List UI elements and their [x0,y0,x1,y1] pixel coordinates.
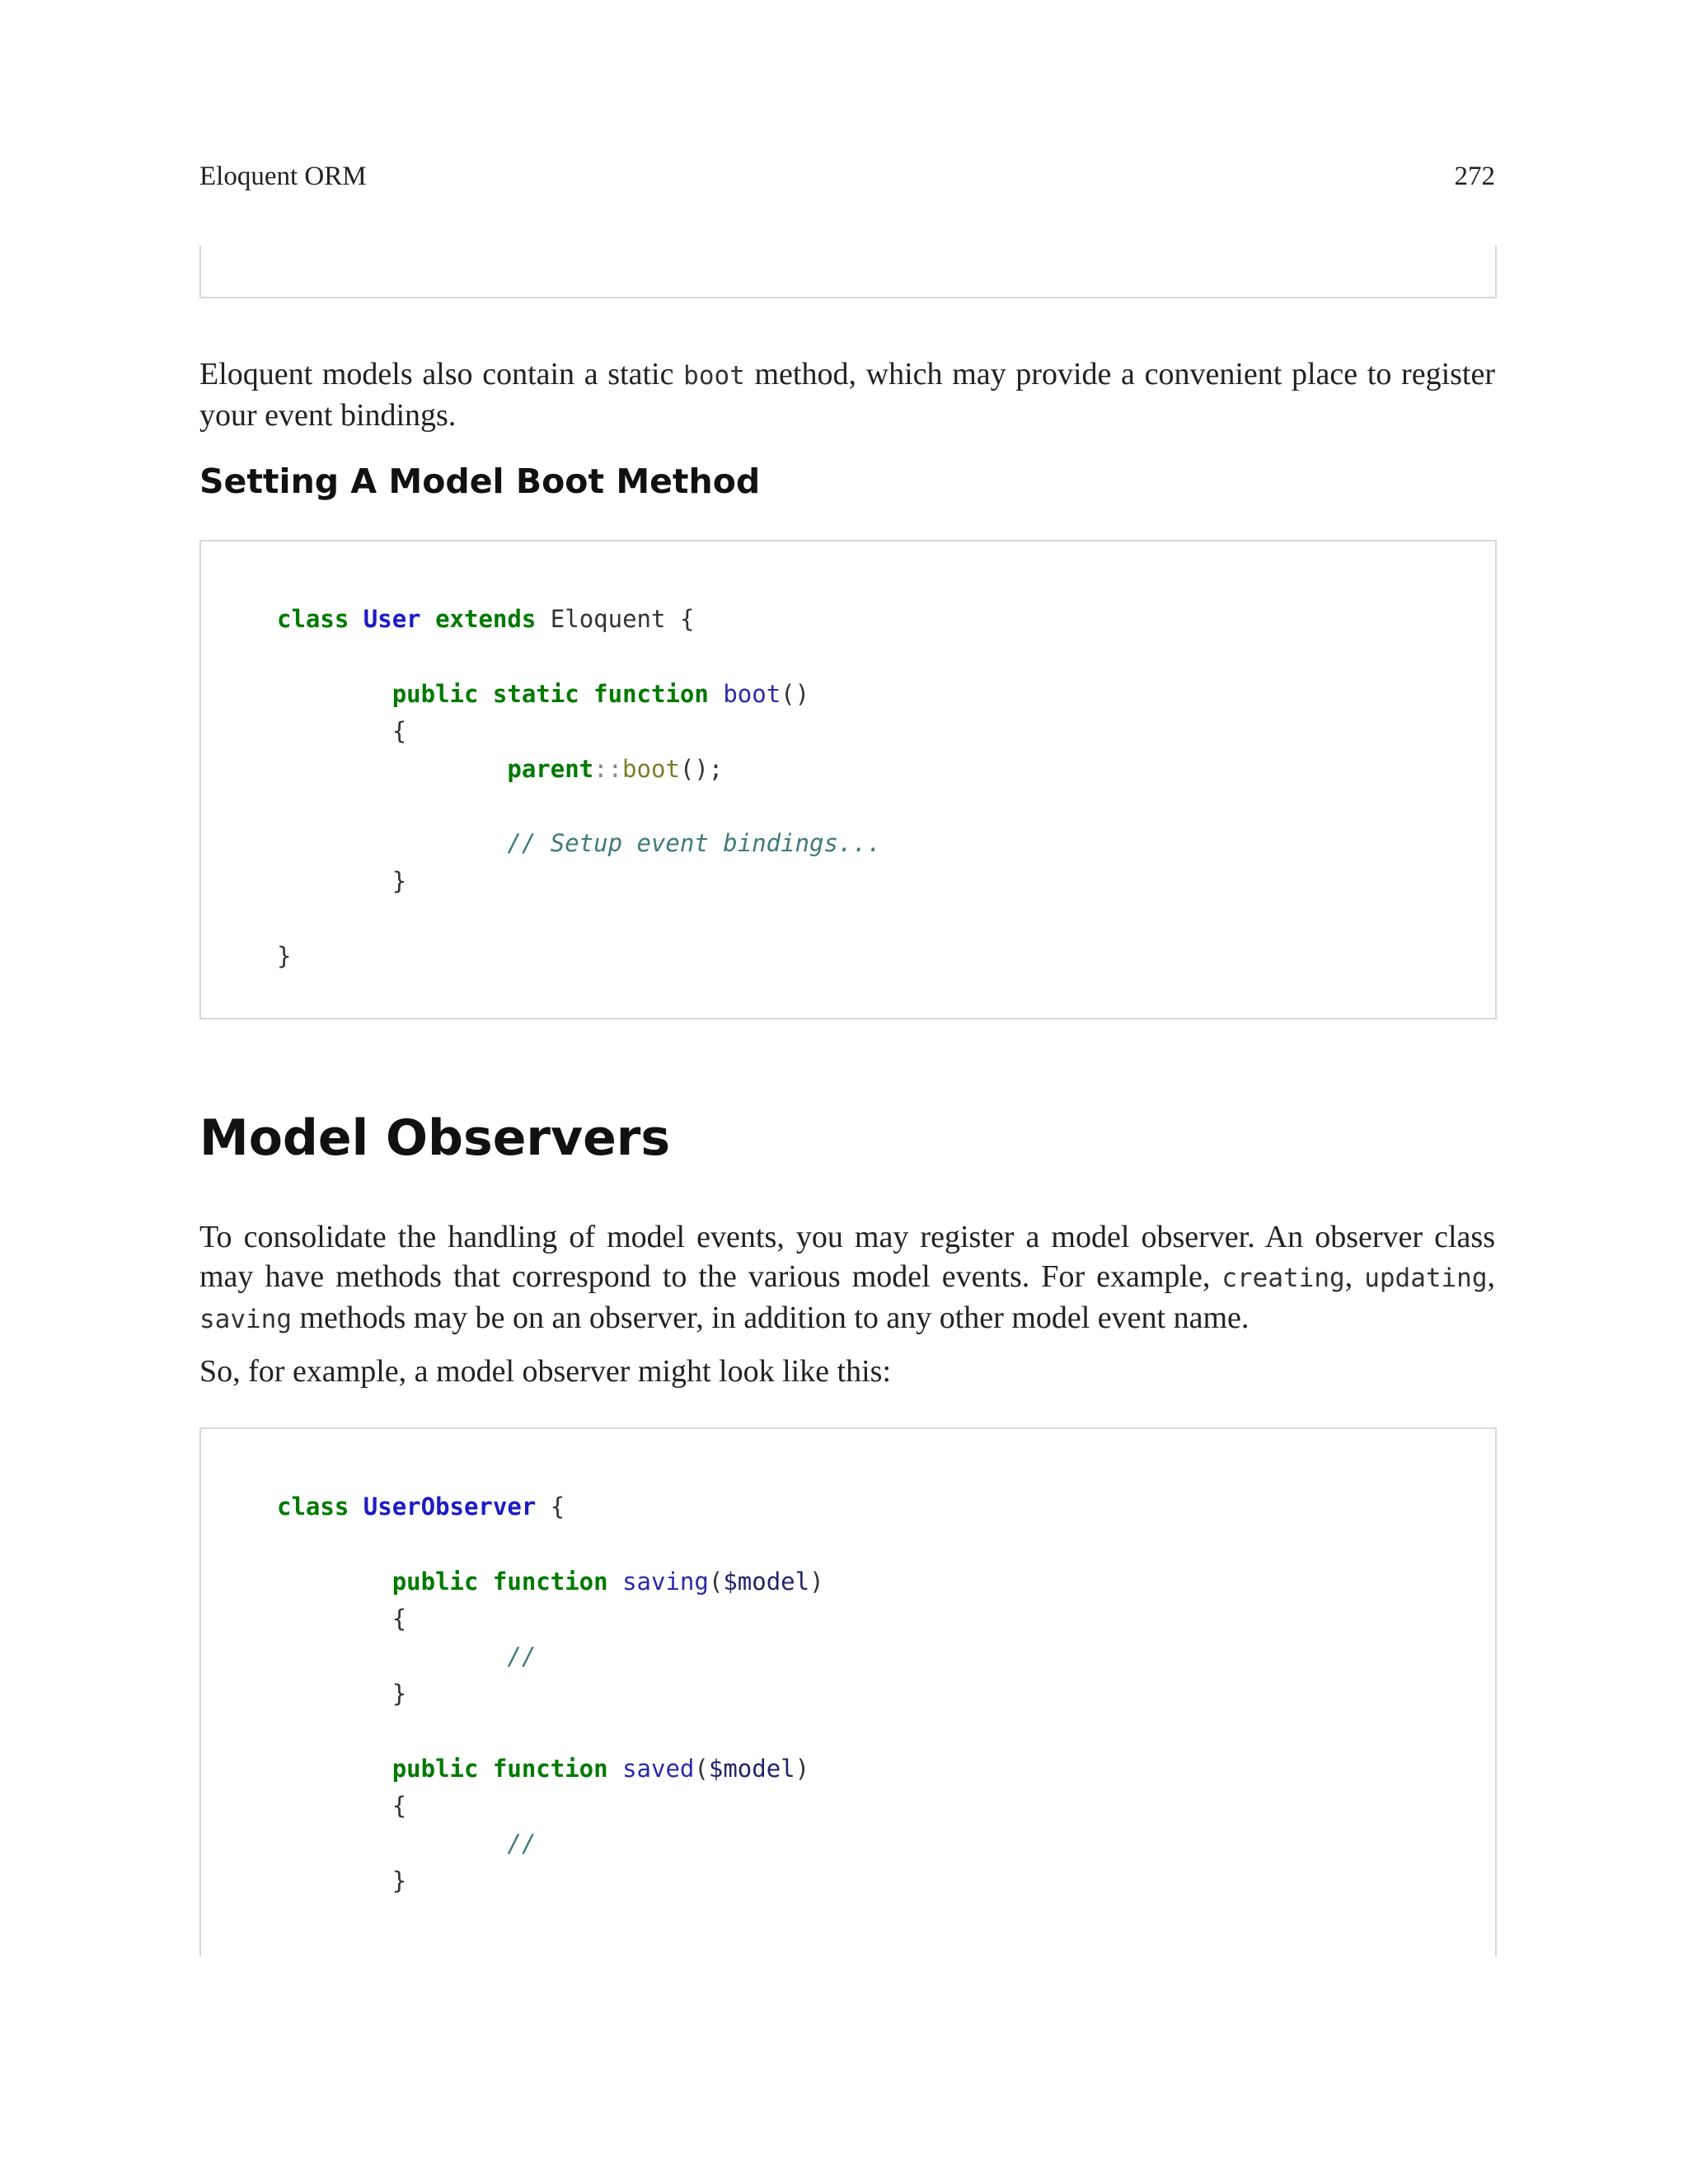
code-line: } [277,941,292,970]
inline-code-updating: updating [1364,1263,1488,1293]
paragraph-model-observers: To consolidate the handling of model events, you may register a model observer. An observer class may have methods that correspond to the various model events. For example, creating, updating, saving methods may be on an observer, in addition to any other model event name. [199,1220,1496,1335]
code-observer [277,1488,824,1900]
subheading-boot-method: Setting A Model Boot Method [199,462,761,501]
code-line: } [392,866,407,895]
inline-code-saving: saving [199,1305,292,1334]
code-line-blank [277,1526,824,1563]
section-heading-model-observers: Model Observers [199,1109,671,1167]
code-line-blank [277,1713,824,1750]
code-line-blank [277,788,881,825]
code-line: public function saving($model) [392,1567,824,1596]
paragraph-boot-method: Eloquent models also contain a static boot method, which may provide a convenient place to register your event bindings. [199,357,1495,433]
code-line: class User extends Eloquent { [277,605,695,633]
code-line: } [392,1679,407,1708]
code-line-blank [277,638,881,675]
code-line-blank [277,900,881,937]
code-line: class UserObserver { [277,1493,565,1521]
inline-code-boot: boot [683,361,745,391]
code-comment-line: // [507,1829,537,1858]
chapter-title: Eloquent ORM [199,162,367,191]
code-block-observer [199,1427,1497,1957]
code-comment-line: // Setup event bindings... [507,829,882,858]
code-line: public function saved($model) [392,1754,810,1783]
code-line: { [392,1605,407,1633]
code-line: public static function boot() [392,679,810,708]
code-boot [277,601,881,975]
code-line: { [392,717,407,746]
code-line: } [392,1866,407,1895]
code-line: parent::boot(); [507,754,724,783]
page-number: 272 [1454,162,1495,191]
running-header [199,162,1495,198]
code-line: { [392,1792,407,1821]
code-block-continued [199,246,1497,298]
code-comment-line: // [507,1642,537,1671]
inline-code-creating: creating [1221,1263,1345,1293]
paragraph-example-intro: So, for example, a model observer might look like this: [199,1354,892,1389]
code-block-boot [199,540,1497,1019]
